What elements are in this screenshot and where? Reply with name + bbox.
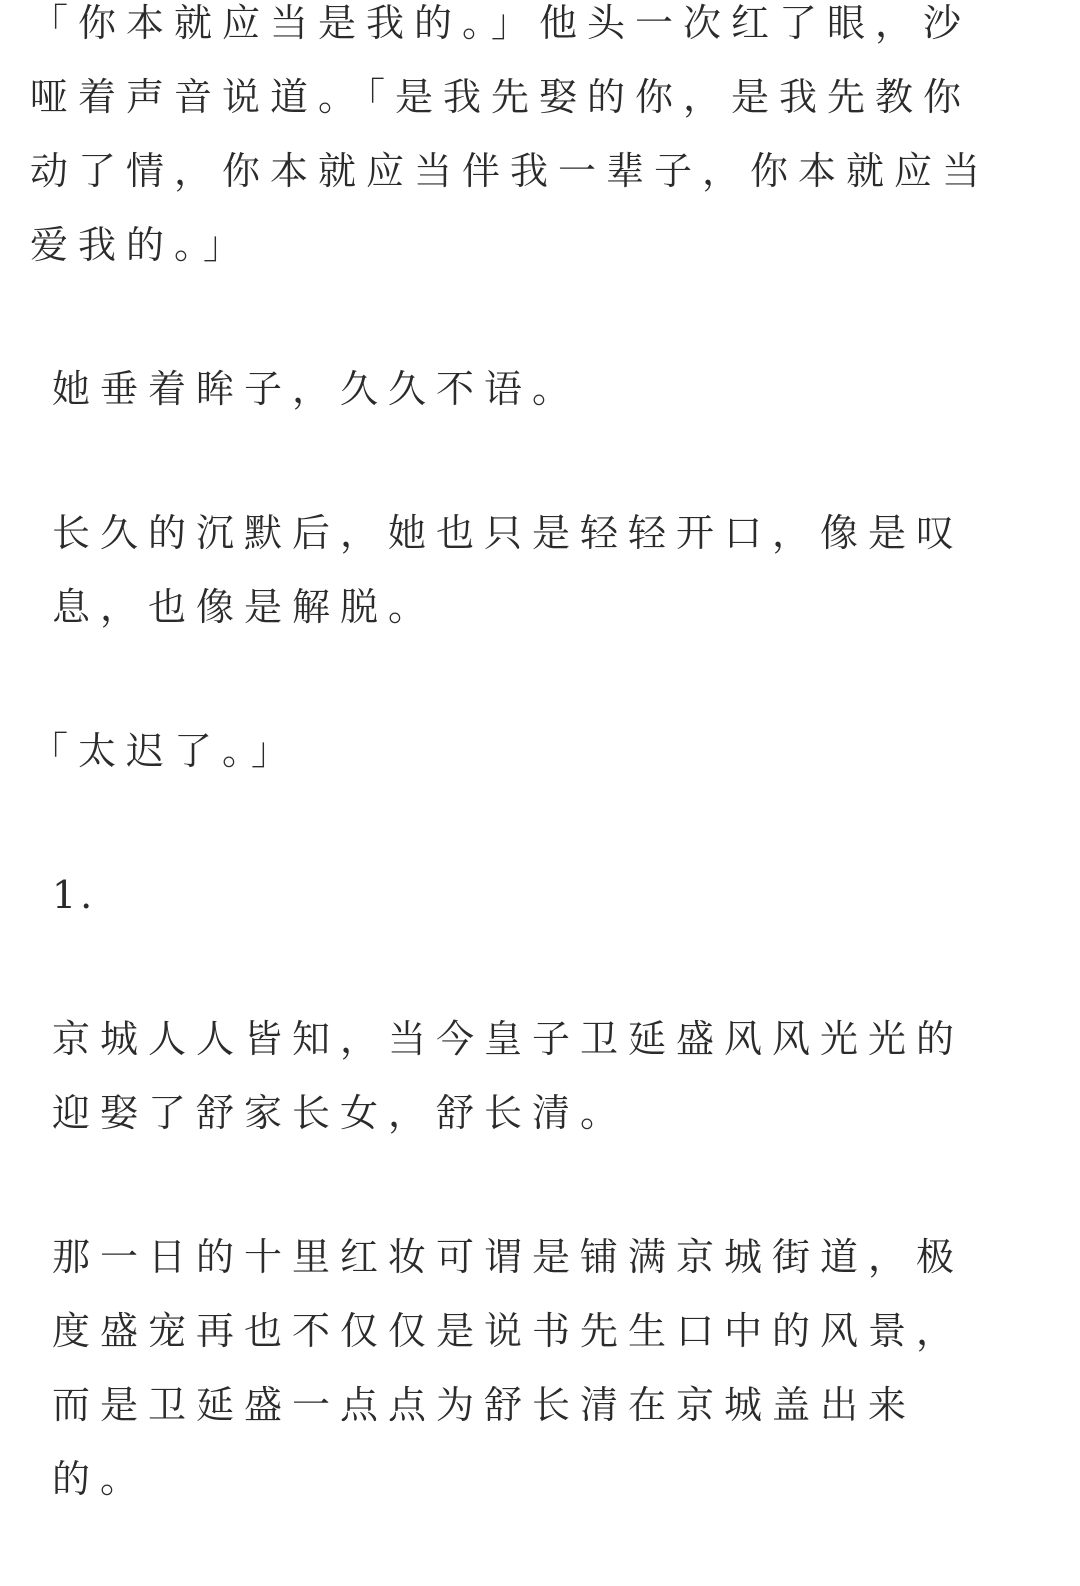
section-number: 1. xyxy=(52,873,97,917)
paragraph-silence: 她垂着眸子，久久不语。 xyxy=(52,367,581,411)
paragraph-dowry: 那一日的十里红妆可谓是铺满京城街道，极度盛宠再也不仅仅是说书先生口中的风景，而是卫延盛一点点为舒长清在京城盖出来的。 xyxy=(52,1235,965,1501)
paragraph-too-late: 「太迟了。」 xyxy=(30,729,300,773)
article-body xyxy=(30,0,1010,1586)
paragraph-sigh: 长久的沉默后，她也只是轻轻开口，像是叹息，也像是解脱。 xyxy=(52,511,965,629)
paragraph-dialogue-1: 「你本就应当是我的。」他头一次红了眼，沙哑着声音说道。「是我先娶的你，是我先教你动了情，你本就应当伴我一辈子，你本就应当爱我的。」 xyxy=(30,1,991,267)
paragraph-wedding: 京城人人皆知，当今皇子卫延盛风风光光的迎娶了舒家长女，舒长清。 xyxy=(52,1017,965,1135)
